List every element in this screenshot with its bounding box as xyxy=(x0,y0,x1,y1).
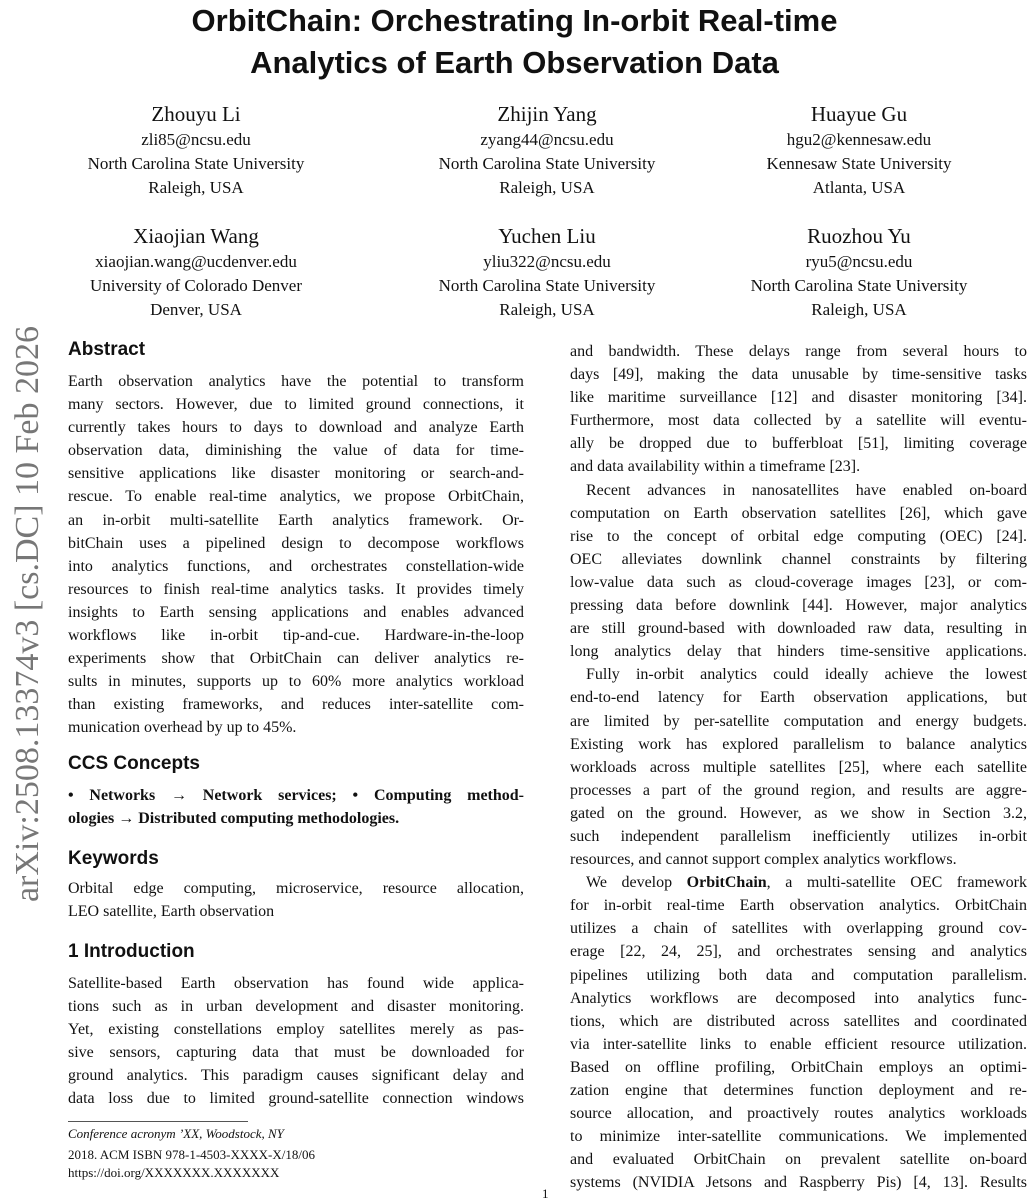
text-line: like maritime surveillance [12] and disaster monitoring [34]. xyxy=(570,389,1027,407)
text-line: are still ground-based with downloaded raw data, resulting in xyxy=(570,620,1027,638)
footnote-isbn: 2018. ACM ISBN 978-1-4503-XXXX-X/18/06 xyxy=(68,1147,315,1162)
text-line: bitChain uses a pipelined design to decompose workflows xyxy=(68,534,524,552)
author-name: Huayue Gu xyxy=(810,102,908,126)
author-name: Zhouyu Li xyxy=(151,102,241,126)
author-affiliation: North Carolina State University xyxy=(438,276,656,295)
text-line: workloads across multiple satellites [25], where each satellite xyxy=(570,758,1027,776)
text-line: Furthermore, most data collected by a satellite will eventu- xyxy=(570,412,1027,430)
text-line: workflows like in-orbit tip-and-cue. Hardware-in-the-loop xyxy=(68,627,524,645)
text-line: to minimize inter-satellite communications. We implemented xyxy=(570,1128,1027,1146)
author-email[interactable]: zli85@ncsu.edu xyxy=(141,130,251,149)
text-line: processes a part of the ground region, and results are aggre- xyxy=(570,781,1027,799)
text-line: low-value data such as cloud-coverage images [23], or com- xyxy=(570,573,1027,591)
text-line: days [49], making the data unusable by time-sensitive tasks xyxy=(570,366,1027,384)
text-line: Satellite-based Earth observation has found wide applica- xyxy=(68,975,524,992)
text-line: long analytics delay that hinders time-sensitive applications. xyxy=(570,643,1027,661)
author-block xyxy=(377,222,717,322)
text-line: currently takes hours to days to download and analyze Earth xyxy=(68,419,524,437)
author-block xyxy=(689,222,1029,322)
ccs-heading: CCS Concepts xyxy=(68,753,200,774)
text-line: zation engine that determines function deployment and re- xyxy=(570,1082,1027,1099)
author-location: Denver, USA xyxy=(150,300,242,319)
text-line: ground analytics. This paradigm causes significant delay and xyxy=(68,1067,524,1085)
introduction-heading: 1 Introduction xyxy=(68,941,195,962)
text-line: and bandwidth. These delays range from several hours to xyxy=(570,343,1027,360)
text-line: such independent parallelism inefficiently utilizes in-orbit xyxy=(570,827,1027,845)
introduction-left-text xyxy=(68,972,524,1111)
author-affiliation: University of Colorado Denver xyxy=(90,276,302,295)
text-line: experiments show that OrbitChain can deliver analytics re- xyxy=(68,650,524,668)
author-location: Raleigh, USA xyxy=(811,300,907,319)
text-line: sive sensors, capturing data that must be downloaded for xyxy=(68,1044,524,1062)
text-segment: , a multi-satellite OEC framework xyxy=(766,874,1027,892)
text-line: than existing frameworks, and reduces inter-satellite com- xyxy=(68,696,524,714)
text-line: erage [22, 24, 25], and orchestrates sensing and analytics xyxy=(570,943,1027,961)
author-email[interactable]: hgu2@kennesaw.edu xyxy=(786,130,932,149)
author-name: Xiaojian Wang xyxy=(133,224,259,248)
text-line: tions, which are distributed across satellites and coordinated xyxy=(570,1012,1027,1030)
abstract-text xyxy=(68,370,524,740)
text-line: Recent advances in nanosatellites have enabled on-board xyxy=(586,481,1027,499)
author-block xyxy=(26,100,366,200)
author-name: Zhijin Yang xyxy=(497,102,597,126)
framework-name: OrbitChain xyxy=(686,874,767,892)
text-line: and evaluated OrbitChain on prevalent satellite on-board xyxy=(570,1151,1027,1169)
author-affiliation: North Carolina State University xyxy=(87,154,305,173)
author-affiliation: Kennesaw State University xyxy=(766,154,952,173)
text-line: sults in minutes, supports up to 60% more analytics workload xyxy=(68,673,524,691)
text-line: rescue. To enable real-time analytics, we propose OrbitChain, xyxy=(68,488,524,506)
text-segment: We develop xyxy=(586,874,687,892)
author-email[interactable]: xiaojian.wang@ucdenver.edu xyxy=(95,252,297,271)
author-email[interactable]: zyang44@ncsu.edu xyxy=(480,130,614,149)
text-line: many sectors. However, due to limited ground connections, it xyxy=(68,396,524,414)
title-line: OrbitChain: Orchestrating In-orbit Real-time xyxy=(191,3,838,38)
abstract-heading: Abstract xyxy=(68,339,146,360)
text-line: computation on Earth observation satellites [26], which gave xyxy=(570,504,1027,522)
text-line: • Networks → Network services; • Computing method- xyxy=(68,787,524,804)
text-line: Orbital edge computing, microservice, resource allocation, xyxy=(68,880,524,897)
text-line: Yet, existing constellations employ satellites merely as pas- xyxy=(68,1021,524,1039)
author-affiliation: North Carolina State University xyxy=(438,154,656,173)
text-line: pipelines utilizing both data and computation parallelism. xyxy=(570,966,1027,984)
text-line: data loss due to limited ground-satellite connection windows xyxy=(68,1090,524,1108)
text-line: Fully in-orbit analytics could ideally achieve the lowest xyxy=(586,666,1027,684)
text-line: Analytics workflows are decomposed into analytics func- xyxy=(570,989,1027,1007)
text-line: resources, and cannot support complex analytics workflows. xyxy=(570,851,957,869)
introduction-right-text xyxy=(570,340,1027,1194)
author-block xyxy=(689,100,1029,200)
text-line: and data availability within a timeframe [23]. xyxy=(570,458,861,476)
footnote-conference: Conference acronym ’XX, Woodstock, NY xyxy=(68,1126,284,1141)
text-line: OEC alleviates downlink channel constraints by filtering xyxy=(570,550,1027,568)
footnote-rule xyxy=(68,1121,248,1122)
footnote-doi[interactable]: https://doi.org/XXXXXXX.XXXXXXX xyxy=(68,1165,280,1180)
text-line: systems (NVIDIA Jetsons and Raspberry Pis) [4, 13]. Results xyxy=(570,1174,1027,1192)
title-line: Analytics of Earth Observation Data xyxy=(250,45,779,80)
text-line: resources to finish real-time analytics tasks. It provides timely xyxy=(68,580,524,598)
author-email[interactable]: ryu5@ncsu.edu xyxy=(805,252,913,271)
author-location: Raleigh, USA xyxy=(499,300,595,319)
text-line: LEO satellite, Earth observation xyxy=(68,903,275,921)
keywords-text xyxy=(68,877,524,923)
text-line: Existing work has explored parallelism to balance analytics xyxy=(570,735,1027,753)
author-name: Ruozhou Yu xyxy=(807,224,911,248)
author-email[interactable]: yliu322@ncsu.edu xyxy=(483,252,611,271)
author-block xyxy=(26,222,366,322)
author-location: Raleigh, USA xyxy=(148,178,244,197)
author-block xyxy=(377,100,717,200)
text-line: are limited by per-satellite computation and energy budgets. xyxy=(570,712,1027,730)
author-location: Raleigh, USA xyxy=(499,178,595,197)
text-line: gated on the ground. However, as we show in Section 3.2, xyxy=(570,804,1027,822)
text-line: pressing data before downlink [44]. However, major analytics xyxy=(570,597,1027,615)
text-line: an in-orbit multi-satellite Earth analytics framework. Or- xyxy=(68,511,524,529)
text-line: source allocation, and proactively routes analytics workloads xyxy=(570,1105,1027,1123)
text-line: munication overhead by up to 45%. xyxy=(68,719,297,737)
ccs-concepts xyxy=(68,784,524,830)
text-line: utilizes a chain of satellites with overlapping ground cov- xyxy=(570,920,1027,938)
text-line: tions such as in urban development and disaster monitoring. xyxy=(68,998,524,1016)
text-line: Earth observation analytics have the potential to transform xyxy=(68,373,524,390)
text-line: ologies → Distributed computing methodologies. xyxy=(68,810,400,828)
arxiv-identifier: arXiv:2508.13374v3 [cs.DC] 10 Feb 2026 xyxy=(9,325,46,903)
keywords-heading: Keywords xyxy=(68,848,159,869)
text-line: end-to-end latency for Earth observation applications, but xyxy=(570,689,1027,707)
text-line: for in-orbit real-time Earth observation analytics. OrbitChain xyxy=(570,897,1027,915)
text-line: into analytics functions, and orchestrates constellation-wide xyxy=(68,557,524,575)
author-location: Atlanta, USA xyxy=(812,178,906,197)
text-line: insights to Earth sensing applications and enables advanced xyxy=(68,603,524,621)
text-line: via inter-satellite links to enable efficient resource utilization. xyxy=(570,1035,1027,1053)
text-line: Based on offline profiling, OrbitChain employs an optimi- xyxy=(570,1058,1027,1076)
page-number: 1 xyxy=(542,1186,549,1201)
text-line xyxy=(570,871,1027,894)
paper-title xyxy=(0,0,1029,84)
text-line: rise to the concept of orbital edge computing (OEC) [24]. xyxy=(570,527,1027,545)
text-line: sensitive applications like disaster monitoring or search-and- xyxy=(68,465,524,483)
author-name: Yuchen Liu xyxy=(498,224,596,248)
text-line: observation data, diminishing the value of data for time- xyxy=(68,442,524,460)
text-line: ally be dropped due to bufferbloat [51], limiting coverage xyxy=(570,435,1027,453)
author-affiliation: North Carolina State University xyxy=(750,276,968,295)
